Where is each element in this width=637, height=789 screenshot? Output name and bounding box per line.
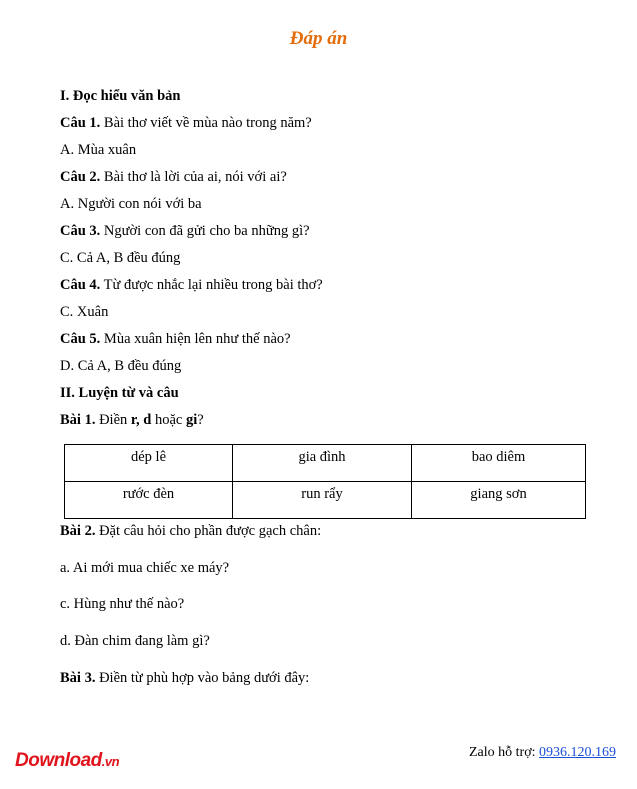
exercise-1-text-pre: Điền [95, 412, 131, 428]
table-cell: rước đèn [65, 482, 233, 519]
question-4-text: Từ được nhắc lại nhiều trong bài thơ? [100, 277, 323, 293]
support-phone-link[interactable]: 0936.120.169 [539, 745, 616, 760]
table-cell: giang sơn [412, 482, 586, 519]
table-row [65, 445, 586, 482]
section-1-heading: I. Đọc hiểu văn bản [60, 88, 181, 104]
exercise-1-text-post: ? [197, 412, 204, 428]
answer-3: C. Cả A, B đều đúng [60, 250, 181, 266]
exercise-3-prompt [60, 670, 309, 687]
question-3-label: Câu 3. [60, 223, 101, 239]
answer-4: C. Xuân [60, 304, 109, 320]
answer-title: Đáp án [289, 28, 348, 49]
download-vn-logo[interactable] [15, 750, 119, 772]
exercise-1-label: Bài 1. [60, 412, 96, 428]
question-2-text: Bài thơ là lời của ai, nói với ai? [100, 169, 287, 185]
section-2-heading: II. Luyện từ và câu [60, 385, 179, 401]
table-cell: run rẩy [233, 482, 412, 519]
exercise-2-prompt [60, 523, 321, 540]
exercise-1-table [64, 444, 586, 519]
exercise-2-answer-d: d. Đàn chim đang làm gì? [60, 633, 210, 649]
logo-text: Download [15, 750, 102, 771]
question-5-text: Mùa xuân hiện lên như thế nào? [100, 331, 291, 347]
answer-1: A. Mùa xuân [60, 142, 137, 158]
question-4-label: Câu 4. [60, 277, 101, 293]
question-1-text: Bài thơ viết về mùa nào trong năm? [100, 115, 312, 131]
question-5-label: Câu 5. [60, 331, 101, 347]
question-1-label: Câu 1. [60, 115, 101, 131]
table-cell: bao diêm [412, 445, 586, 482]
exercise-2-label: Bài 2. [60, 523, 96, 539]
answer-5: D. Cả A, B đều đúng [60, 358, 182, 374]
exercise-1-text-mid: hoặc [151, 412, 186, 428]
exercise-1-prompt [60, 412, 204, 429]
exercise-3-text: Điền từ phù hợp vào bảng dưới đây: [95, 670, 310, 686]
table-cell: gia đình [233, 445, 412, 482]
exercise-1-bold-rd: r, d [130, 412, 152, 428]
exercise-2-answer-a: a. Ai mới mua chiếc xe máy? [60, 560, 230, 576]
question-5 [60, 331, 291, 348]
question-2-label: Câu 2. [60, 169, 101, 185]
exercise-2-text: Đặt câu hỏi cho phần được gạch chân: [95, 523, 322, 539]
exercise-1-bold-gi: gi [185, 412, 198, 428]
question-3-text: Người con đã gửi cho ba những gì? [100, 223, 310, 239]
table-cell: dép lê [65, 445, 233, 482]
support-label: Zalo hỗ trợ: [469, 745, 539, 760]
question-3 [60, 223, 310, 240]
exercise-3-label: Bài 3. [60, 670, 96, 686]
answer-2: A. Người con nói với ba [60, 196, 202, 212]
zalo-support [469, 745, 616, 761]
question-4 [60, 277, 323, 294]
exercise-2-answer-c: c. Hùng như thế nào? [60, 596, 185, 612]
question-1 [60, 115, 312, 132]
logo-tld: .vn [101, 754, 120, 769]
table-row [65, 482, 586, 519]
question-2 [60, 169, 287, 186]
